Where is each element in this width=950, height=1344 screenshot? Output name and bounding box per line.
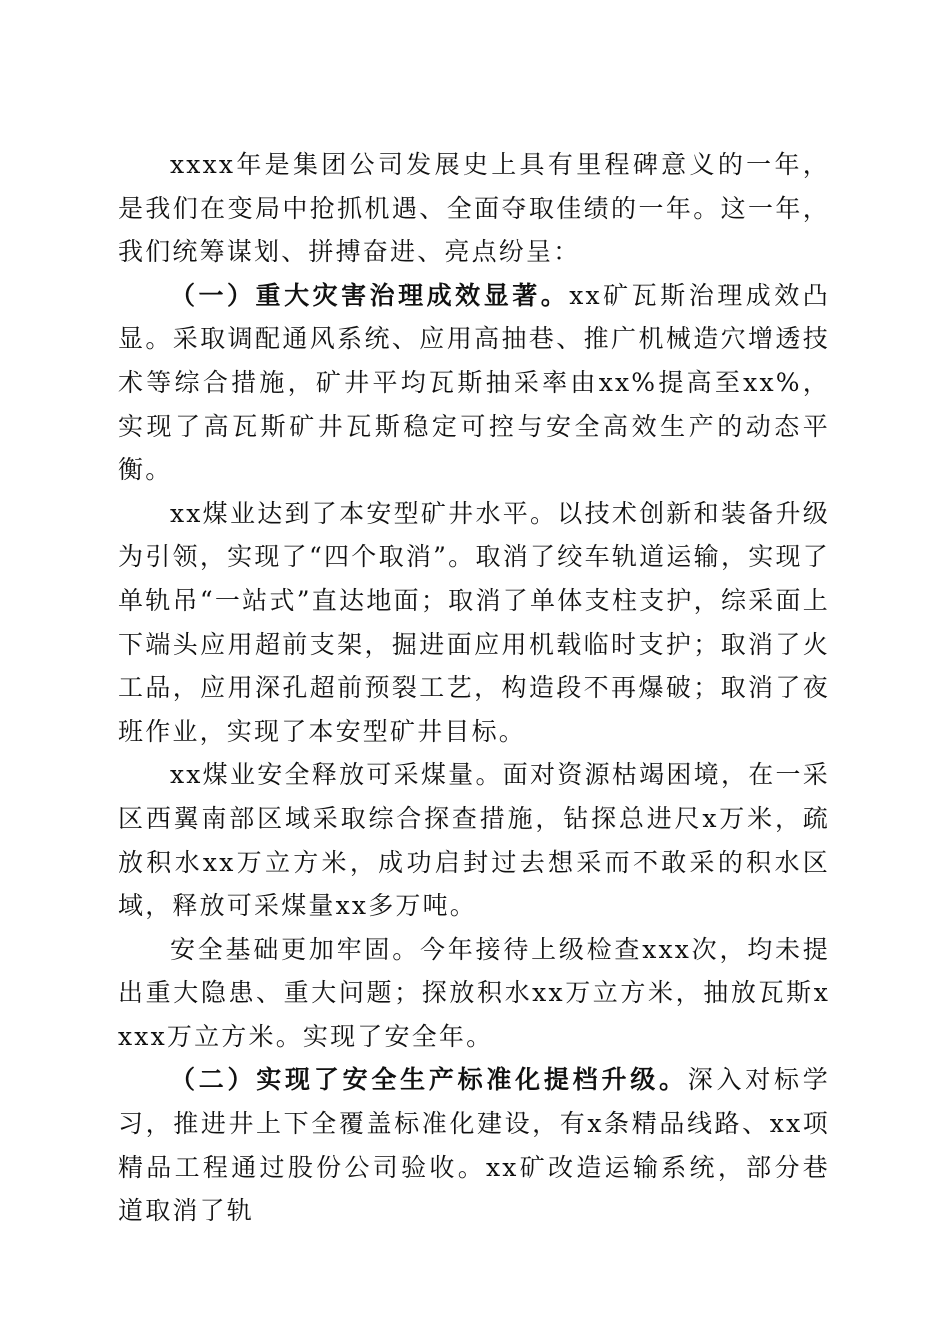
paragraph-safety-foundation: [118, 928, 830, 1059]
paragraph-text: 深入对标学习，推进井上下全覆盖标准化建设，有x条精品线路、xx项精品工程通过股份公司验收。xx矿改造运输系统，部分巷道取消了轨: [118, 1065, 830, 1226]
paragraph-text: xx煤业安全释放可采煤量。面对资源枯竭困境，在一采区西翼南部区域采取综合探查措施，钻探总进尺x万米，疏放积水xx万立方米，成功启封过去想采而不敢采的积水区域，释放可采煤量xx多万吨。: [118, 760, 830, 921]
paragraph-text: xx矿瓦斯治理成效凸显。采取调配通风系统、应用高抽巷、推广机械造穴增透技术等综合措施，矿井平均瓦斯抽采率由xx%提高至xx%，实现了高瓦斯矿井瓦斯稳定可控与安全高效生产的动态平衡。: [118, 280, 830, 485]
paragraph-disaster-control: [118, 274, 830, 492]
paragraph-standardization: [118, 1058, 830, 1232]
section-heading: （二）实现了安全生产标准化提档升级。: [170, 1065, 688, 1095]
paragraph-text: 安全基础更加牢固。今年接待上级检查xxx次，均未提出重大隐患、重大问题；探放积水xx万立方米，抽放瓦斯xxxx万立方米。实现了安全年。: [118, 934, 830, 1051]
paragraph-intro: [118, 143, 830, 274]
document-body: [118, 143, 830, 1233]
section-heading: （一）重大灾害治理成效显著。: [170, 280, 570, 310]
paragraph-coal-release: [118, 753, 830, 927]
paragraph-safe-mine: [118, 492, 830, 754]
paragraph-text: xx煤业达到了本安型矿井水平。以技术创新和装备升级为引领，实现了“四个取消”。取消了绞车轨道运输，实现了单轨吊“一站式”直达地面；取消了单体支柱支护，综采面上下端头应用超前支架，掘进面应用机载临时支护；取消了火工品，应用深孔超前预裂工艺，构造段不再爆破；取消了夜班作业，实现了本安型矿井目标。: [118, 498, 830, 746]
paragraph-text: xxxx年是集团公司发展史上具有里程碑意义的一年，是我们在变局中抢抓机遇、全面夺取佳绩的一年。这一年，我们统筹谋划、拼搏奋进、亮点纷呈：: [118, 150, 830, 267]
